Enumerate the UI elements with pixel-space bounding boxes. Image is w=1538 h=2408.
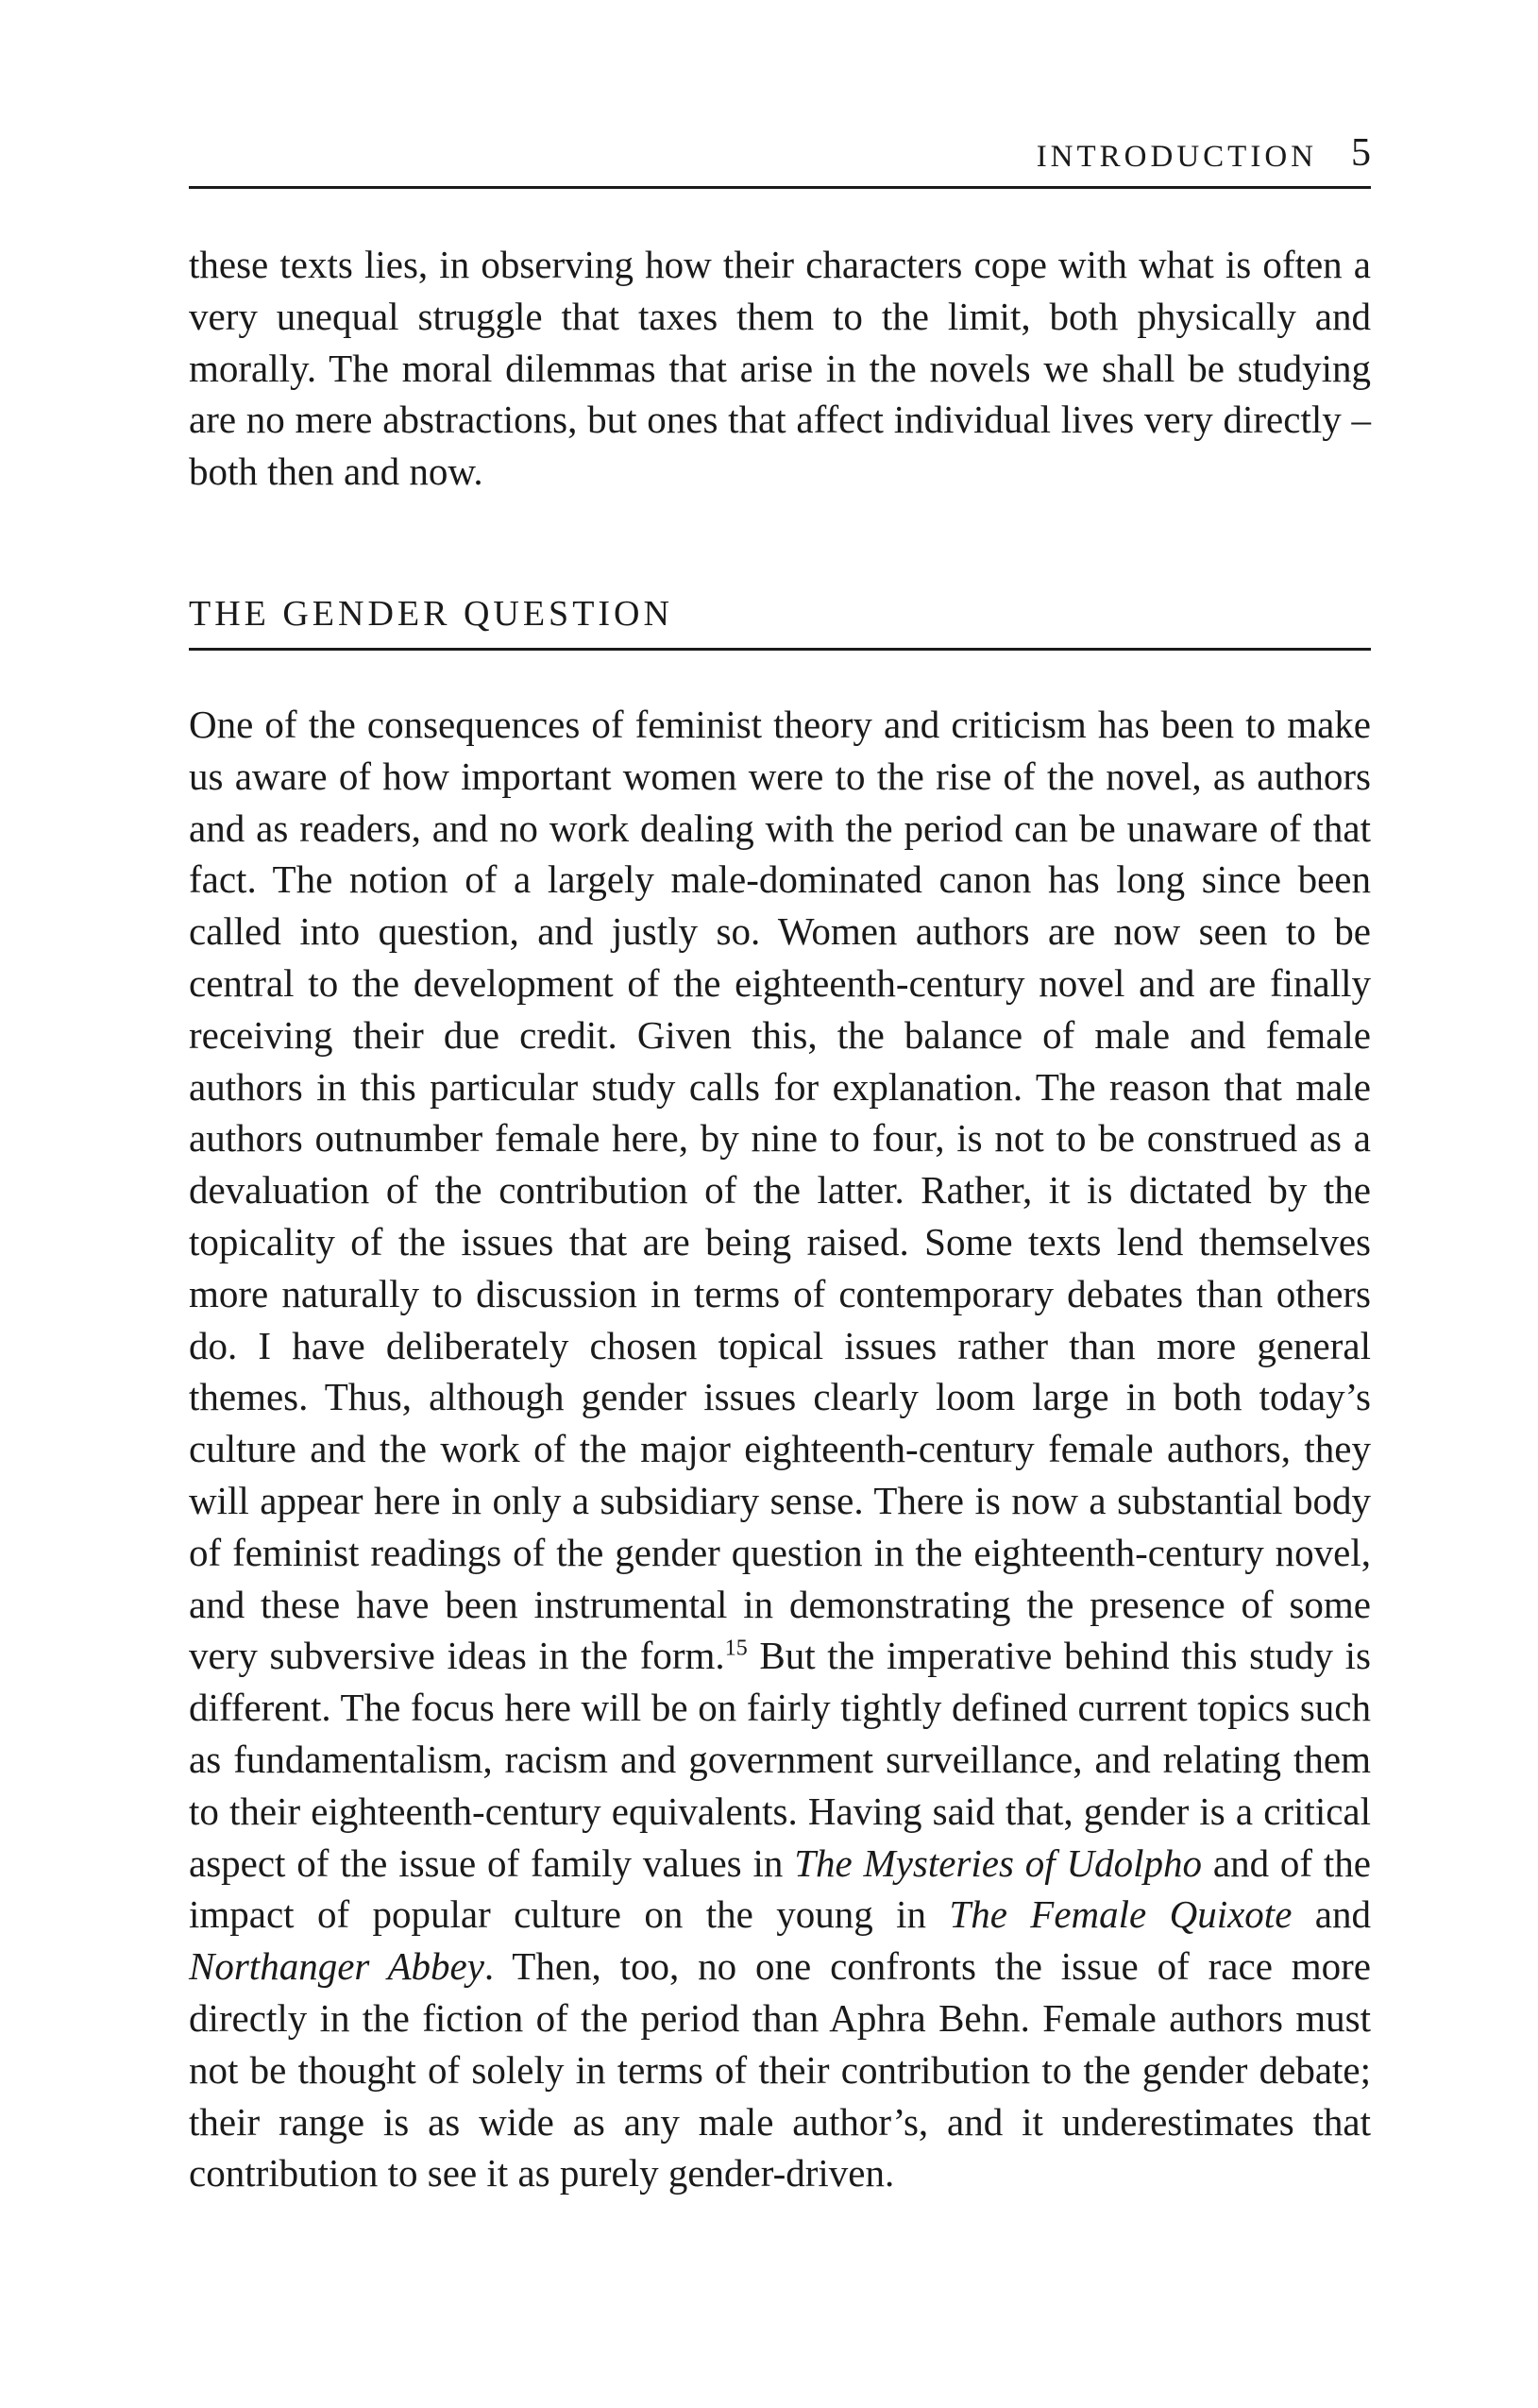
paragraph-text: One of the consequences of feminist theory and criticism has been to make us aware of how important women were to the rise of the novel, as authors and as readers, and no work dealing with the period can be unaware of that fact. The notion of a largely male-dominated canon has long since been called into question, and justly so. Women authors are now seen to be central to the development of the eighteenth-century novel and are finally receiving their due credit. Given this, the balance of male and female authors in this particular study calls for explanation. The reason that male authors outnumber female here, by nine to four, is not to be construed as a devaluation of the contribution of the latter. Rather, it is dictated by the topicality of the issues that are being raised. Some texts lend themselves more naturally to discussion in terms of contemporary debates than others do. I have deliberately chosen topical issues rather than more general themes. Thus, although gender issues clearly loom large in both today’s culture and the work of the major eighteenth-century female authors, they will appear here in only a subsidiary sense. There is now a substantial body of feminist readings of the gender question in the eighteenth-century novel, and these have been instrumental in demonstrating the presence of some very subversive ideas in the form. — [189, 703, 1371, 1678]
paragraph-continued: these texts lies, in observing how their characters cope with what is often a very unequal struggle that taxes them to the limit, both physically and morally. The moral dilemmas that arise in the novels we shall be studying are no mere abstractions, but ones that affect individual lives very directly – both then and now. — [189, 243, 1371, 494]
running-head-title: INTRODUCTION — [1036, 140, 1317, 174]
book-title: The Mysteries of Udolpho — [794, 1840, 1203, 1885]
section-heading: THE GENDER QUESTION — [189, 595, 1371, 651]
running-head — [189, 132, 1371, 189]
paragraph-text: and of the impact of popular culture on the young in — [189, 1840, 1371, 1937]
paragraph-text: and — [1292, 1892, 1371, 1937]
paragraph-gender-question — [189, 699, 1371, 2199]
paragraph-text: . Then, too, no one confronts the issue of race more directly in the fiction of the period than Aphra Behn. Female authors must not be thought of solely in terms of their contribution to the gender debate; their range is as wide as any male author’s, and it underestimates that contribution to see it as purely gender-driven. — [189, 1944, 1371, 2196]
book-title: The Female Quixote — [949, 1892, 1293, 1937]
paragraph-text: But the imperative behind this study is different. The focus here will be on fairly tightly defined current topics such as fundamentalism, racism and government surveillance, and relating them to their eighteenth-century equivalents. Having said that, gender is a critical aspect of the issue of family values in — [189, 1634, 1371, 1885]
footnote-reference: 15 — [724, 1636, 748, 1661]
book-title: Northanger Abbey — [189, 1944, 484, 1989]
page-number: 5 — [1351, 131, 1371, 175]
